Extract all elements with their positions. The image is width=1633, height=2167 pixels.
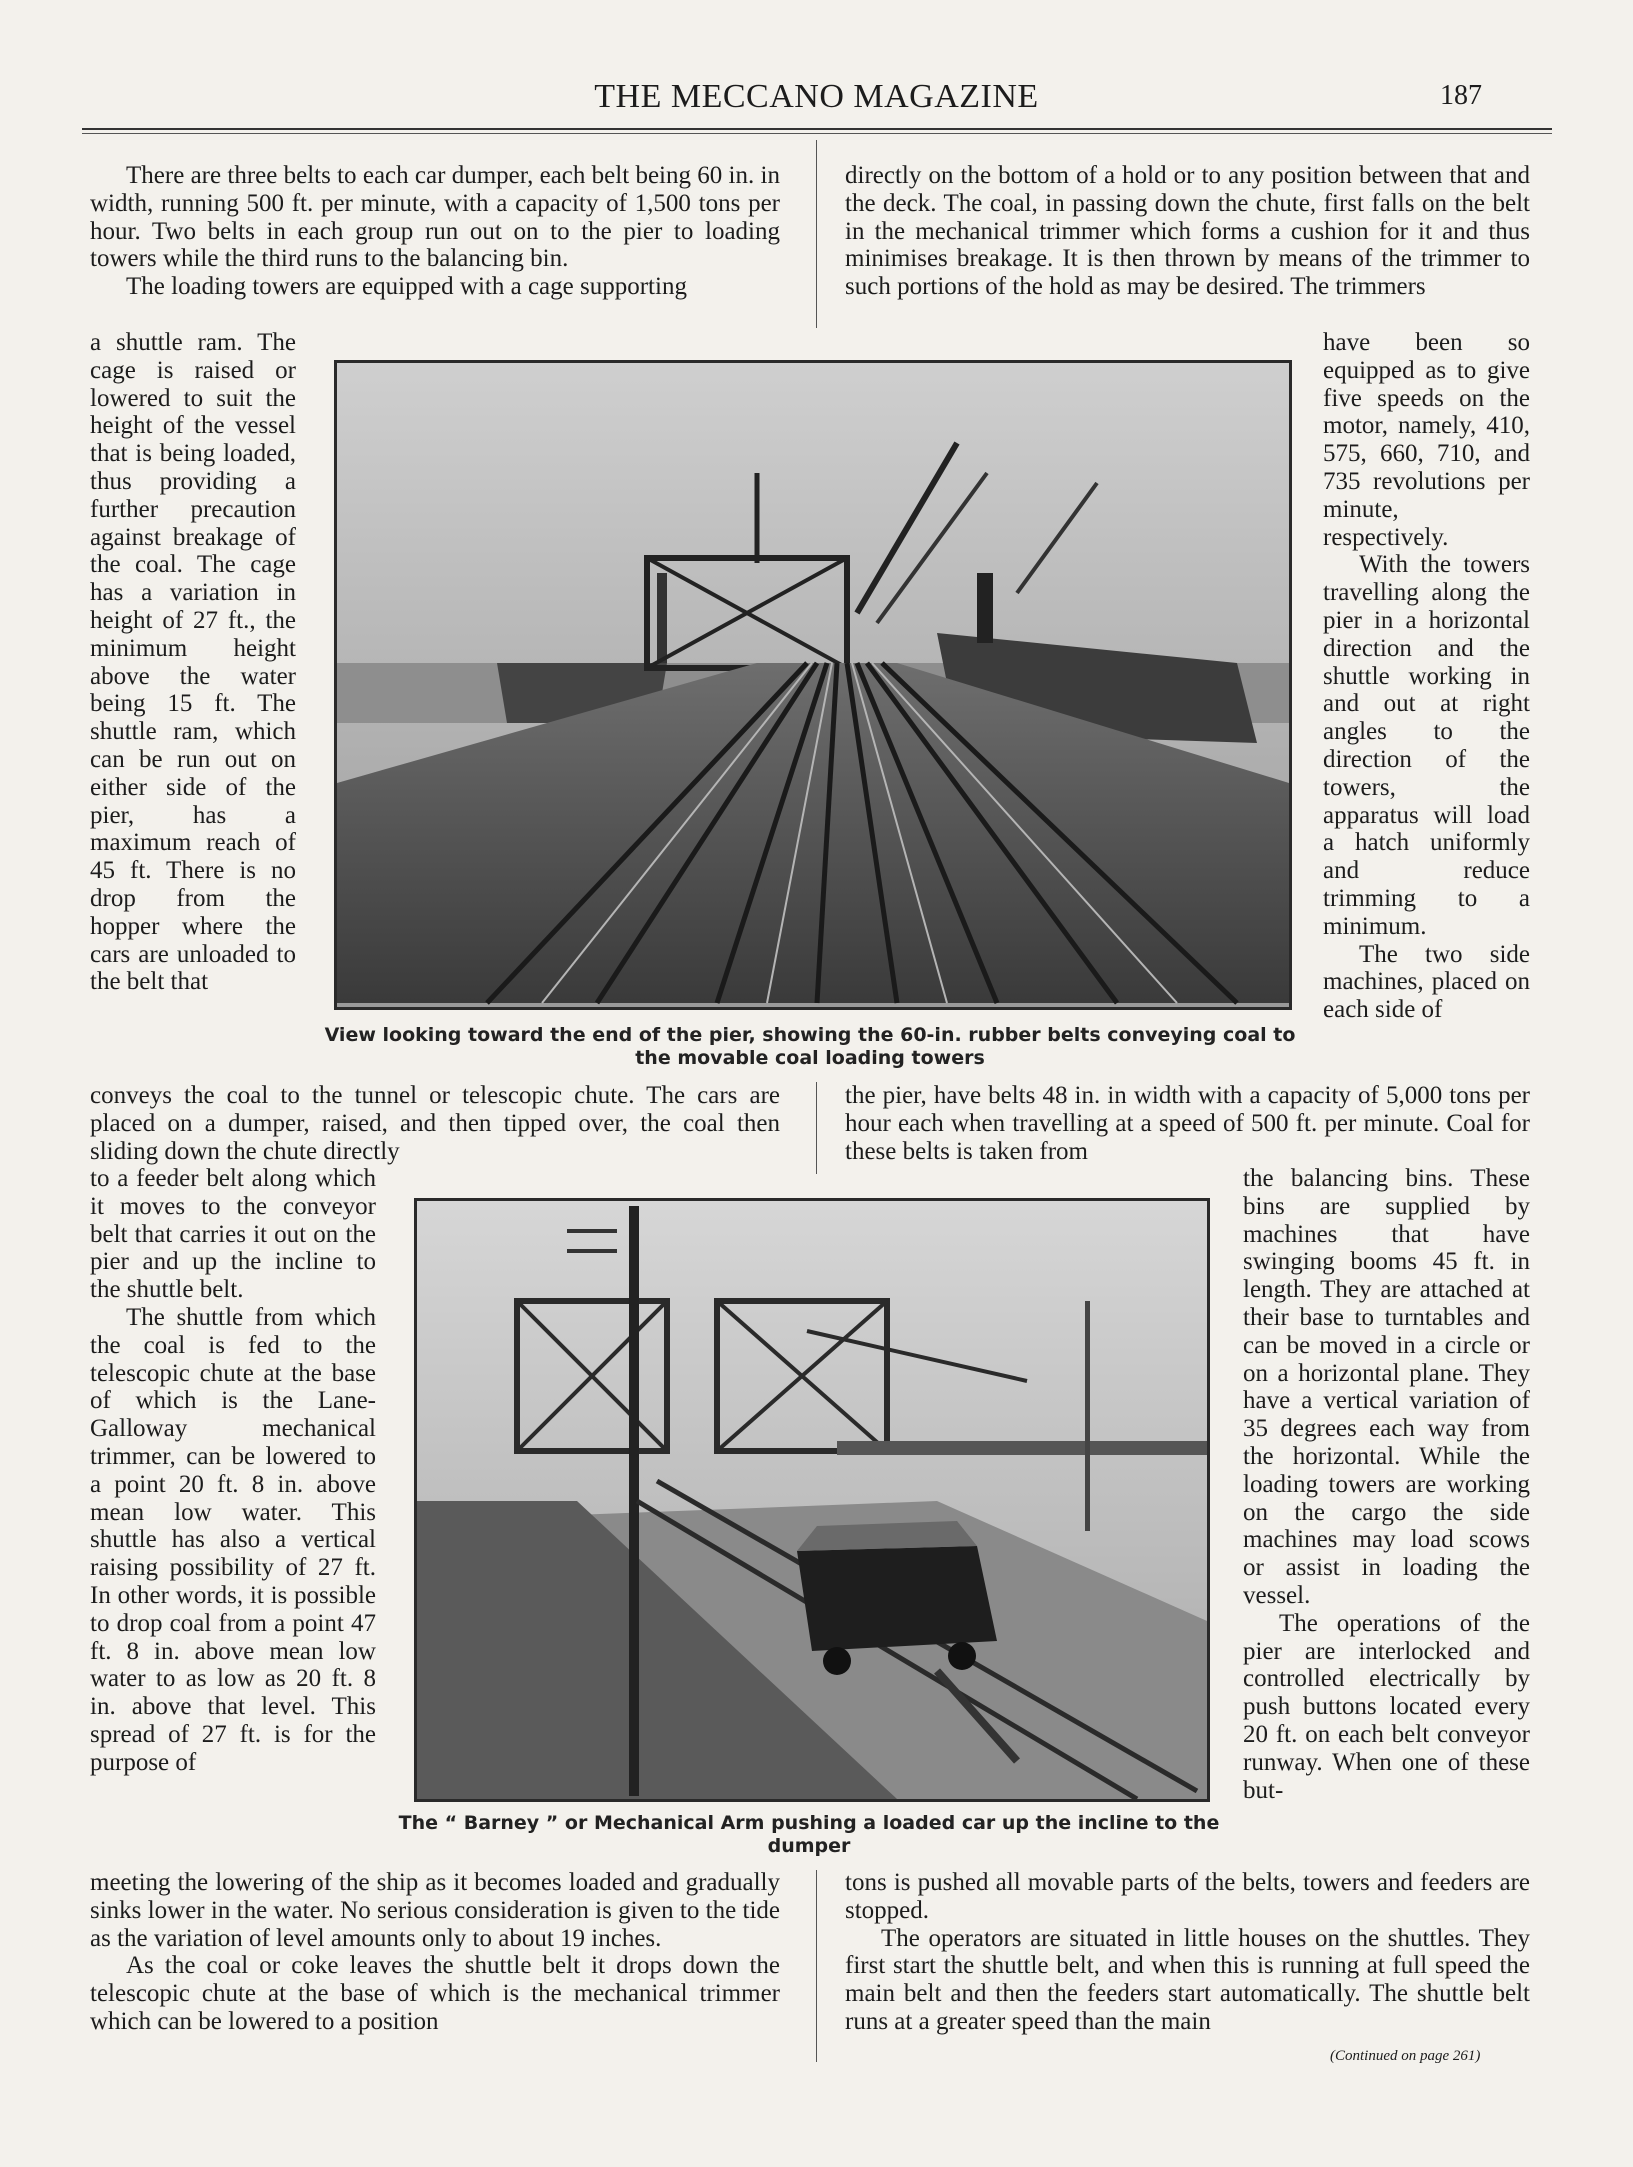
photo-barney-arm-caption: The “ Barney ” or Mechanical Arm pushing a loaded car up the incline to the dumper <box>398 1812 1220 1857</box>
photo-pier-belts-caption: View looking toward the end of the pier, showing the 60-in. rubber belts conveying coal to the movable coal loading towers <box>324 1024 1296 1069</box>
paragraph: The operations of the pier are interlocked and controlled electrically by push buttons located every 20 ft. on each belt conveyor runway. When one of these but- <box>1243 1609 1530 1804</box>
paragraph: With the towers travelling along the pier in a horizontal direction and the shuttle working in and out at right angles to the direction of the towers, the apparatus will load a hatch uniformly and reduce trimming to a minimum. <box>1323 551 1530 940</box>
magazine-title: THE MECCANO MAGAZINE <box>594 78 1039 115</box>
photo-pier-belts-image <box>337 363 1289 1007</box>
paragraph: directly on the bottom of a hold or to any position between that and the deck. The coal, in passing down the chute, first falls on the belt in the mechanical trimmer which forms a cushion for it and thus minimises breakage. It is then thrown by means of the trimmer to such portions of the hold as may be desired. The trimmers <box>845 162 1530 301</box>
paragraph: a shuttle ram. The cage is raised or lowered to suit the height of the vessel that is being loaded, thus providing a further precaution against breakage of the coal. The cage has a variation in height of 27 ft., the minimum height above the water being 15 ft. The shuttle ram, which can be run out on either side of the pier, has a maximum reach of 45 ft. There is no drop from the hopper where the cars are unloaded to the belt that <box>90 329 296 996</box>
text-block-bottom-right <box>845 1869 1530 2036</box>
paragraph: The shuttle from which the coal is fed to the telescopic chute at the base of which is the Lane-Galloway mechanical trimmer, can be lowered to a point 20 ft. 8 in. above mean low water. This shuttle has also a vertical raising possibility of 27 ft. In other words, it is possible to drop coal from a point 47 ft. 8 in. above mean low water to as low as 20 ft. 8 in. above that level. This spread of 27 ft. is for the purpose of <box>90 1303 376 1776</box>
paragraph: to a feeder belt along which it moves to the conveyor belt that carries it out on the pier and up the incline to the shuttle belt. <box>90 1165 376 1304</box>
paragraph: The loading towers are equipped with a cage supporting <box>126 273 687 301</box>
paragraph: The operators are situated in little houses on the shuttles. They first start the shuttle belt, and when this is running at full speed the main belt and then the feeders start automatically. The shuttle belt runs at a greater speed than the main <box>845 1924 1530 2035</box>
text-block-narrow-left-2 <box>90 1165 376 1777</box>
paragraph: tons is pushed all movable parts of the belts, towers and feeders are stopped. <box>845 1869 1530 1924</box>
paragraph: have been so equipped as to give five speeds on the motor, namely, 410, 575, 660, 710, and 735 revolutions per minute, respectively. <box>1323 329 1530 551</box>
photo-barney-arm-image <box>417 1201 1207 1799</box>
text-block-top-left <box>90 162 780 301</box>
paragraph: The two side machines, placed on each side of <box>1323 940 1530 1024</box>
text-block-narrow-right-2 <box>1243 1165 1530 1804</box>
header-rule <box>82 128 1552 130</box>
text-block-bottom-left <box>90 1869 780 2036</box>
continued-note[interactable]: (Continued on page 261) <box>1330 2048 1481 2064</box>
paragraph: meeting the lowering of the ship as it becomes loaded and gradually sinks lower in the water. No serious consideration is given to the tide as the variation of level amounts only to about 19 inches. <box>90 1869 780 1952</box>
photo-barney-arm <box>414 1198 1210 1802</box>
paragraph: As the coal or coke leaves the shuttle belt it drops down the telescopic chute at the base of which is the mechanical trimmer which can be lowered to a position <box>90 1952 780 2035</box>
text-block-narrow-right-1 <box>1323 329 1530 1024</box>
page-number: 187 <box>1440 80 1482 111</box>
column-divider-mid <box>816 1082 817 1174</box>
header-rule-thin <box>82 133 1552 134</box>
text-block-mid-right <box>845 1082 1530 1165</box>
paragraph: There are three belts to each car dumper, each belt being 60 in. in width, running 500 ft. per minute, with a capacity of 1,500 tons per hour. Two belts in each group run out on to the pier to loading towers while the third runs to the balancing bin. <box>90 162 780 273</box>
text-block-mid-left <box>90 1082 780 1165</box>
paragraph: the pier, have belts 48 in. in width with a capacity of 5,000 tons per hour each when travelling at a speed of 500 ft. per minute. Coal for these belts is taken from <box>845 1082 1530 1165</box>
photo-pier-belts <box>334 360 1292 1010</box>
column-divider-top <box>816 140 817 328</box>
text-block-narrow-left-1 <box>90 329 296 996</box>
text-block-top-right <box>845 162 1530 301</box>
paragraph: the balancing bins. These bins are supplied by machines that have swinging booms 45 ft. in length. They are attached at their base to turntables and can be moved in a circle or on a horizontal plane. They have a vertical variation of 35 degrees each way from the horizontal. While the loading towers are working on the cargo the side machines may load scows or assist in loading the vessel. <box>1243 1165 1530 1609</box>
column-divider-bottom <box>816 1870 817 2062</box>
paragraph: conveys the coal to the tunnel or telescopic chute. The cars are placed on a dumper, raised, and then tipped over, the coal then sliding down the chute directly <box>90 1082 780 1165</box>
